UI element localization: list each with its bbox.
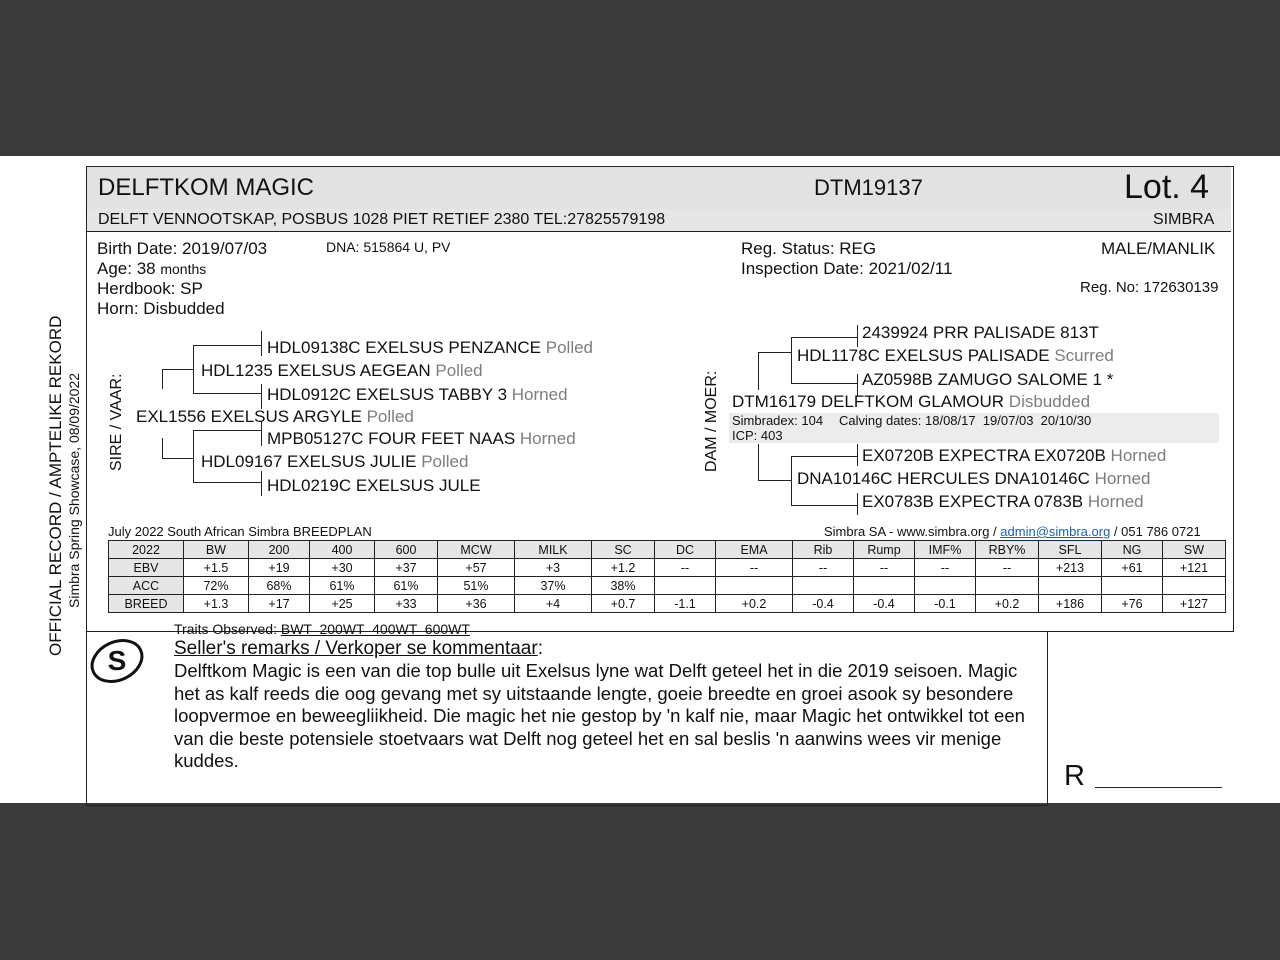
table-cell: +4	[515, 595, 592, 613]
ss-name: HDL1235 EXELSUS AEGEAN	[201, 361, 431, 380]
table-cell	[1039, 577, 1102, 595]
table-cell: NG	[1102, 541, 1163, 559]
table-cell: Rib	[793, 541, 854, 559]
ssd-horn: Horned	[511, 385, 568, 404]
table-cell: --	[915, 559, 976, 577]
ds-name: HDL1178C EXELSUS PALISADE	[797, 346, 1050, 365]
table-cell: +121	[1163, 559, 1226, 577]
ssd-name: HDL0912C EXELSUS TABBY 3	[267, 385, 508, 404]
catalogue-page	[0, 156, 1280, 803]
table-cell: MILK	[515, 541, 592, 559]
horn-status: Horn: Disbudded	[97, 299, 225, 318]
breedplan-contact	[824, 524, 1201, 539]
table-cell: EMA	[716, 541, 793, 559]
dam-sire-dam	[862, 370, 1113, 390]
table-cell: 38%	[592, 577, 655, 595]
age-unit: months	[160, 261, 207, 277]
table-cell: +19	[249, 559, 310, 577]
breedplan-title: July 2022 South African Simbra BREEDPLAN	[108, 524, 372, 539]
sds-name: MPB05127C FOUR FEET NAAS	[267, 429, 516, 448]
table-cell: +76	[1102, 595, 1163, 613]
price-input-line[interactable]	[1095, 787, 1222, 788]
remarks-heading	[174, 638, 543, 660]
animal-id: DTM19137	[814, 175, 923, 200]
table-cell: 72%	[184, 577, 249, 595]
herdbook: Herdbook: SP	[97, 279, 203, 298]
sd-horn: Polled	[421, 452, 469, 471]
table-cell: +33	[375, 595, 438, 613]
traits-value: BWT 200WT 400WT 600WT	[280, 621, 470, 637]
sire-sire-sire	[267, 338, 593, 358]
sire-sire-dam	[267, 385, 568, 405]
dam	[732, 392, 1090, 412]
table-cell	[915, 577, 976, 595]
owner-details: DELFT VENNOOTSKAP, POSBUS 1028 PIET RETIEF 2380 TEL:27825579198	[98, 211, 666, 228]
table-cell: DC	[655, 541, 716, 559]
dam-sire-sire	[862, 323, 1099, 343]
table-cell: --	[655, 559, 716, 577]
table-cell: --	[793, 559, 854, 577]
remarks-title: Seller's remarks / Verkoper se kommentaar	[174, 638, 538, 659]
reg-status: Reg. Status: REG	[741, 239, 877, 258]
title-bar	[87, 167, 1231, 210]
table-cell: +1.3	[184, 595, 249, 613]
table-cell: +0.7	[592, 595, 655, 613]
reg-number: Reg. No: 172630139	[1080, 279, 1219, 296]
table-cell: +17	[249, 595, 310, 613]
birth-date: Birth Date: 2019/07/03	[97, 239, 268, 258]
sire-dam-sire	[267, 429, 576, 449]
table-cell	[716, 577, 793, 595]
breedplan-table	[108, 540, 1226, 613]
table-cell: 61%	[310, 577, 375, 595]
remarks-colon: :	[537, 638, 543, 659]
table-cell: 400	[310, 541, 375, 559]
dam-dam-dam	[862, 492, 1144, 512]
official-record-label: OFFICIAL RECORD / AMPTELIKE REKORD	[46, 315, 65, 656]
owner-bar	[87, 209, 1231, 232]
sss-horn: Polled	[545, 338, 594, 357]
table-cell: BW	[184, 541, 249, 559]
table-cell: +1.5	[184, 559, 249, 577]
table-cell: -0.4	[854, 595, 915, 613]
table-cell: +30	[310, 559, 375, 577]
dds-name: EX0720B EXPECTRA EX0720B	[862, 446, 1106, 465]
sd-name: HDL09167 EXELSUS JULIE	[201, 452, 417, 471]
sire-dam	[201, 452, 468, 472]
table-header-row	[109, 541, 1226, 559]
contact-prefix: Simbra SA - www.simbra.org /	[824, 524, 997, 539]
table-row	[109, 595, 1226, 613]
table-cell: 51%	[438, 577, 515, 595]
sire	[136, 407, 414, 427]
event-label: Simbra Spring Showcase, 08/09/2022	[66, 372, 82, 608]
table-cell: RBY%	[976, 541, 1039, 559]
table-cell: 37%	[515, 577, 592, 595]
remarks-text: Delftkom Magic is een van die top bulle uit Exelsus lyne wat Delft geteel het in die 2019 seisoen. Magic het as kalf reeds die oog gevang met sy uitstaande lengte, goeie breedte en groei asook sy besondere loopvermoe en beweegliikheid. Die magic het nie gestop by 'n kalf nie, maar Magic het ontwikkel tot een van die beste potensiele stoetvaars wat Delft nog geteel het en sal beslis 'n aanwins wees vir menige kuddes.	[174, 660, 1025, 771]
row-label-cell: ACC	[109, 577, 184, 595]
dds-horn: Horned	[1110, 446, 1167, 465]
table-cell: IMF%	[915, 541, 976, 559]
breed-label: SIMBRA	[1153, 211, 1215, 228]
sire-sire	[201, 361, 483, 381]
table-cell: -0.4	[793, 595, 854, 613]
table-cell: SFL	[1039, 541, 1102, 559]
table-cell: +25	[310, 595, 375, 613]
traits-label: Traits Observed:	[174, 621, 277, 637]
sds-horn: Horned	[519, 429, 576, 448]
calving-dates: Calving dates: 18/08/17 19/07/03 20/10/30	[839, 413, 1092, 428]
dna-info: DNA: 515864 U, PV	[326, 239, 451, 255]
table-cell: +0.2	[716, 595, 793, 613]
age-value: Age: 38	[97, 259, 156, 278]
table-row	[109, 559, 1226, 577]
table-cell: +36	[438, 595, 515, 613]
contact-email[interactable]: admin@simbra.org	[1000, 524, 1111, 539]
ss-horn: Polled	[435, 361, 483, 380]
table-cell: Rump	[854, 541, 915, 559]
dam-performance-box	[729, 413, 1219, 443]
table-cell	[1102, 577, 1163, 595]
animal-name: DELFTKOM MAGIC	[98, 174, 315, 201]
icp: ICP: 403	[732, 428, 783, 443]
table-cell: +213	[1039, 559, 1102, 577]
sire-label: SIRE / VAAR:	[108, 373, 125, 471]
lot-number: Lot. 4	[1124, 168, 1210, 206]
simbradex: Simbradex: 104	[732, 413, 824, 428]
dam-dam	[797, 469, 1150, 489]
table-cell: +0.2	[976, 595, 1039, 613]
table-cell: --	[854, 559, 915, 577]
logo-letter: S	[107, 645, 127, 676]
dam-sire	[797, 346, 1114, 366]
ddd-horn: Horned	[1087, 492, 1144, 511]
price-currency: R	[1064, 760, 1085, 792]
row-label-cell: EBV	[109, 559, 184, 577]
row-label-cell: 2022	[109, 541, 184, 559]
dd-name: DNA10146C HERCULES DNA10146C	[797, 469, 1090, 488]
table-cell: +1.2	[592, 559, 655, 577]
table-cell	[1163, 577, 1226, 595]
dsd-name: AZ0598B ZAMUGO SALOME 1 *	[862, 370, 1114, 389]
traits-observed	[174, 621, 470, 637]
table-cell	[976, 577, 1039, 595]
table-cell: +3	[515, 559, 592, 577]
dss-name: 2439924 PRR PALISADE 813T	[862, 323, 1099, 342]
sire-name: EXL1556 EXELSUS ARGYLE	[136, 407, 362, 426]
dam-label: DAM / MOER:	[703, 370, 720, 472]
table-cell: +57	[438, 559, 515, 577]
table-cell: 600	[375, 541, 438, 559]
dam-dam-sire	[862, 446, 1166, 466]
ddd-name: EX0783B EXPECTRA 0783B	[862, 492, 1084, 511]
table-cell: 200	[249, 541, 310, 559]
table-cell: +61	[1102, 559, 1163, 577]
ds-horn: Scurred	[1054, 346, 1114, 365]
table-cell: SW	[1163, 541, 1226, 559]
simbra-logo	[88, 632, 146, 690]
table-cell: 61%	[375, 577, 438, 595]
table-cell: -0.1	[915, 595, 976, 613]
dd-horn: Horned	[1094, 469, 1151, 488]
dam-name: DTM16179 DELFTKOM GLAMOUR	[732, 392, 1005, 411]
table-cell: SC	[592, 541, 655, 559]
lot-card	[86, 166, 1232, 794]
table-cell	[854, 577, 915, 595]
table-cell: -1.1	[655, 595, 716, 613]
inspection-date: Inspection Date: 2021/02/11	[741, 259, 953, 278]
table-cell: +37	[375, 559, 438, 577]
table-cell	[655, 577, 716, 595]
table-cell: --	[976, 559, 1039, 577]
table-cell: +127	[1163, 595, 1226, 613]
table-cell: --	[716, 559, 793, 577]
table-cell: 68%	[249, 577, 310, 595]
sire-horn: Polled	[366, 407, 414, 426]
sex: MALE/MANLIK	[1101, 239, 1216, 258]
table-cell: MCW	[438, 541, 515, 559]
table-cell: +186	[1039, 595, 1102, 613]
table-row	[109, 577, 1226, 595]
row-label-cell: BREED	[109, 595, 184, 613]
dam-horn: Disbudded	[1008, 392, 1091, 411]
sss-name: HDL09138C EXELSUS PENZANCE	[267, 338, 542, 357]
sire-dam-dam	[267, 476, 481, 496]
contact-phone: / 051 786 0721	[1113, 524, 1201, 539]
price-box	[1047, 631, 1234, 806]
age	[97, 259, 206, 279]
sdd-name: HDL0219C EXELSUS JULE	[267, 476, 481, 495]
table-cell	[793, 577, 854, 595]
